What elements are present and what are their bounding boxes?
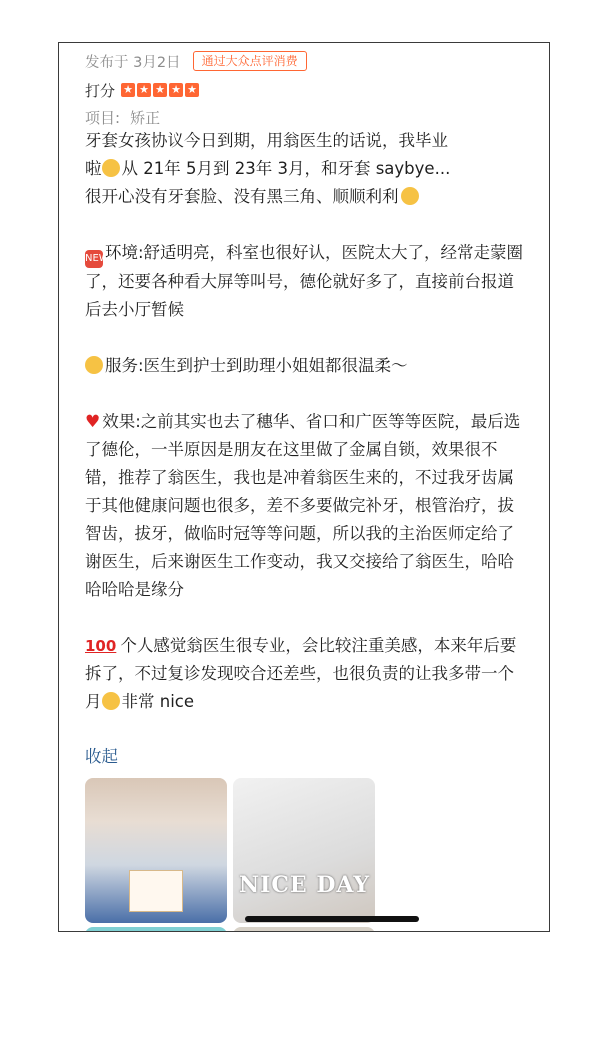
- clap-emoji-icon: [85, 356, 103, 374]
- certificate-image: [129, 870, 183, 912]
- environment-text: 环境:舒适明亮，科室也很好认，医院太大了，经常走蒙圈了，还要各种看大屏等叫号，德伦就好多了，直接前台报道后去小厅暂候: [85, 243, 524, 319]
- review-photo-4[interactable]: [233, 927, 375, 932]
- kiss-emoji-icon: [401, 187, 419, 205]
- effect-text: 效果:之前其实也去了穗华、省口和广医等等医院，最后选了德伦，一半原因是朋友在这里做了金属自锁，效果很不错，推荐了翁医生，我也是冲着翁医生来的，不过我牙齿属于其他健康问题也很多，差不多要做完补牙，根管治疗，拔智齿，拔牙，做临时冠等等问题，所以我的主治医师定给了谢医生，后来谢医生工作变动，我又交接给了翁医生，哈哈哈哈哈是缘分: [85, 412, 521, 599]
- star-icon: ★: [185, 83, 199, 97]
- review-photo-3[interactable]: [85, 927, 227, 932]
- project-value: 矫正: [130, 108, 161, 127]
- review-service: [85, 352, 525, 380]
- heart-emoji-icon: ♥: [85, 412, 101, 432]
- review-card: [58, 42, 550, 932]
- photo-overlay-text: NICE DAY: [239, 872, 371, 898]
- hundred-emoji-icon: 100: [85, 637, 117, 655]
- rating-row: [85, 79, 199, 101]
- intro-line-2b: 从 21年 5月到 23年 3月，和牙套 saybye...: [121, 159, 451, 178]
- review-environment: [85, 239, 525, 324]
- rating-label: 打分: [85, 81, 116, 100]
- star-icon: ★: [153, 83, 167, 97]
- summary-text-b: 非常 nice: [121, 692, 195, 711]
- star-icon: ★: [121, 83, 135, 97]
- new-emoji-icon: NEW: [85, 250, 103, 268]
- review-intro: [85, 127, 525, 211]
- collapse-link[interactable]: 收起: [85, 747, 118, 766]
- project-row: [85, 105, 160, 129]
- review-photo-1[interactable]: [85, 778, 227, 923]
- post-date: 发布于 3月2日: [85, 54, 181, 71]
- clap-emoji-icon: [102, 159, 120, 177]
- intro-line-3: 很开心没有牙套脸、没有黑三角、顺顺利利: [85, 187, 399, 206]
- home-indicator: [245, 916, 419, 922]
- project-label: 项目:: [85, 108, 121, 127]
- review-photo-2[interactable]: [233, 778, 375, 923]
- review-summary: [85, 632, 525, 716]
- summary-text-a: 个人感觉翁医生很专业，会比较注重美感，本来年后要拆了，不过复诊发现咬合还差些，也很负责的让我多带一个月: [85, 636, 517, 711]
- star-icon: ★: [169, 83, 183, 97]
- star-rating: [121, 83, 199, 97]
- intro-line-1: 牙套女孩协议今日到期，用翁医生的话说，我毕业: [85, 131, 448, 150]
- service-text: 服务:医生到护士到助理小姐姐都很温柔～: [105, 356, 408, 375]
- source-badge: 通过大众点评消费: [193, 51, 307, 71]
- intro-line-2a: 啦: [85, 159, 102, 178]
- review-body: [85, 127, 525, 716]
- sunglasses-emoji-icon: [102, 692, 120, 710]
- review-effect: [85, 408, 525, 604]
- review-meta: [85, 49, 307, 73]
- star-icon: ★: [137, 83, 151, 97]
